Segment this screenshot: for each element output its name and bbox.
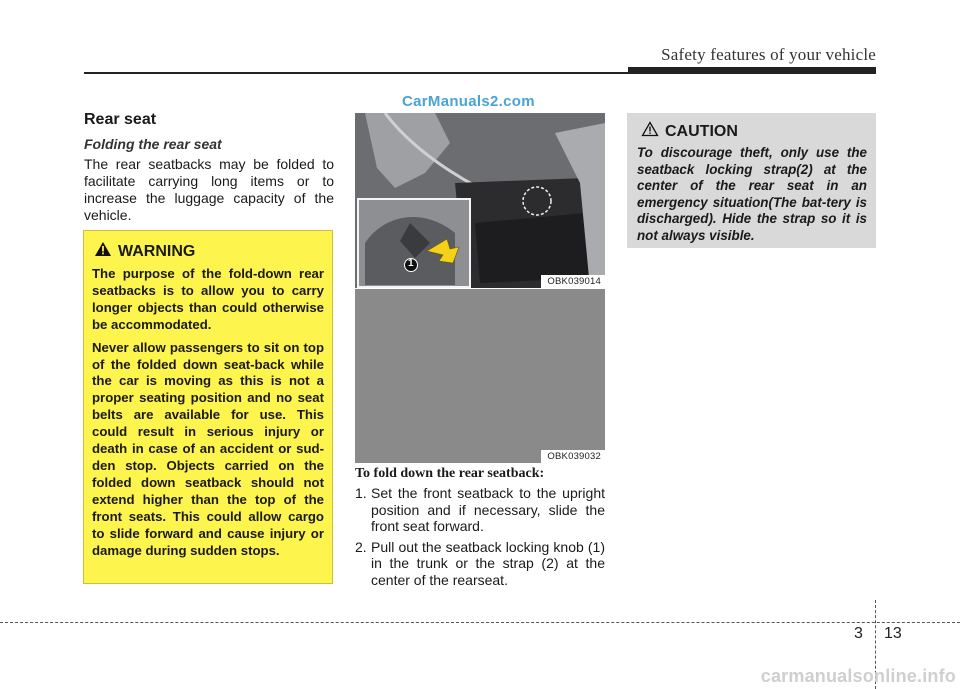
- figure-label: OBK039032: [541, 450, 605, 463]
- step-text: Set the front seatback to the upright position and if necessary, slide the front seat forward.: [371, 485, 605, 534]
- caution-title: CAUTION: [665, 122, 738, 140]
- procedure-heading: To fold down the rear seatback:: [355, 466, 545, 481]
- caution-text: To discourage theft, only use the seatback locking strap(2) at the center of the rear seat in an emergency situation(The bat-tery is discharged). Hide the strap so it is not always visible.: [637, 145, 867, 243]
- section-body: The rear seatbacks may be folded to facilitate carrying long items or to increase the luggage capacity of the vehicle.: [84, 156, 334, 223]
- trunk-illustration: [355, 113, 605, 288]
- section-title: Rear seat: [84, 111, 157, 128]
- warning-header: [94, 241, 324, 262]
- step-number: 2.: [355, 538, 367, 555]
- callout-number: 1: [408, 258, 414, 269]
- warning-triangle-icon: [94, 241, 112, 262]
- rear-seat-figure: [355, 289, 605, 463]
- caution-header: [641, 121, 867, 142]
- warning-paragraph: The purpose of the fold-down rear seatbacks is to allow you to carry longer objects than could otherwise be accommodated.: [92, 266, 324, 332]
- procedure-step: [355, 539, 605, 589]
- chapter-number: 3: [854, 625, 863, 642]
- watermark-top: CarManuals2.com: [402, 93, 535, 110]
- warning-box: [83, 230, 333, 584]
- procedure: [355, 466, 605, 592]
- section-subtitle: Folding the rear seat: [84, 136, 222, 152]
- trunk-figure: [355, 113, 605, 288]
- header-rule-thick: [628, 67, 876, 74]
- header-title: Safety features of your vehicle: [661, 45, 876, 64]
- header-rule: [84, 72, 629, 74]
- warning-paragraph: Never allow passengers to sit on top of the folded down seat-back while the car is moving as this is not a proper seating position and no seat belts are available for use. This could result in serious injury or death in case of an accident or sud-den stop. Objects carried on the folded down seatback should not extend higher than the top of the front seats. This could allow cargo to slide forward and cause injury or damage during sudden stops.: [92, 339, 324, 558]
- procedure-step: [355, 485, 605, 535]
- step-number: 1.: [355, 485, 367, 501]
- footer-divider: [0, 622, 960, 623]
- caution-triangle-icon: [641, 121, 659, 142]
- page-number: 13: [884, 625, 902, 642]
- figure-label: OBK039014: [541, 275, 605, 288]
- warning-title: WARNING: [118, 242, 196, 260]
- caution-box: [627, 113, 876, 248]
- watermark-bottom: carmanualsonline.info: [760, 666, 956, 686]
- step-text: Pull out the seatback locking knob (1) in the trunk or the strap (2) at the center of the rearseat.: [371, 538, 605, 588]
